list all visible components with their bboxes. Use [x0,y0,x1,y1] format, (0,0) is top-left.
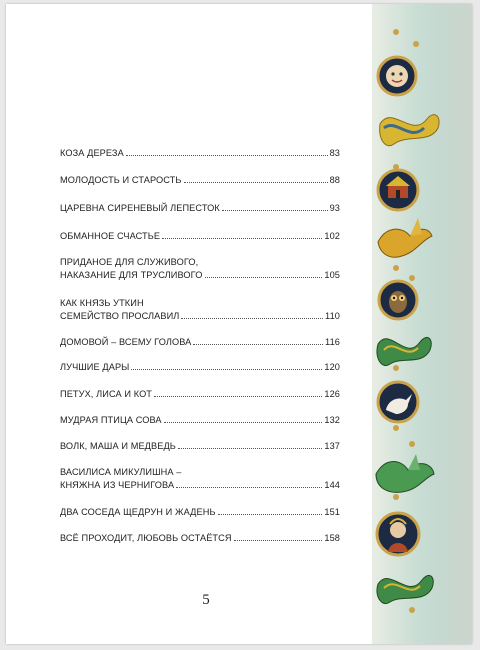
toc-title: ОБМАННОЕ СЧАСТЬЕ [60,231,161,241]
toc-line [60,297,340,310]
toc-title: КНЯЖНА ИЗ ЧЕРНИГОВА [60,480,175,490]
bead-ornament [393,365,399,371]
toc-entry[interactable] [60,466,340,492]
bead-ornament [393,265,399,271]
toc-line [60,202,340,215]
toc-line [60,147,340,160]
toc-title: ВАСИЛИСА МИКУЛИШНА – [60,467,182,477]
church-medallion [378,170,418,210]
toc-entry[interactable] [60,297,340,323]
toc-page-number: 105 [324,270,340,280]
toc-page-number: 110 [325,311,340,321]
toc-page-number: 116 [325,337,340,347]
toc-leader-dots [181,318,323,319]
toc-entry[interactable] [60,361,340,374]
toc-title: НАКАЗАНИЕ ДЛЯ ТРУСЛИВОГО [60,270,203,280]
bead-ornament [409,441,415,447]
toc-title: ВСЁ ПРОХОДИТ, ЛЮБОВЬ ОСТАЁТСЯ [60,533,232,543]
bead-ornament [409,275,415,281]
toc-title: МОЛОДОСТЬ И СТАРОСТЬ [60,175,182,185]
toc-title: ЦАРЕВНА СИРЕНЕВЫЙ ЛЕПЕСТОК [60,203,220,213]
toc-title: КОЗА ДЕРЕЗА [60,148,124,158]
toc-line [60,532,340,545]
toc-title: ДВА СОСЕДА ЩЕДРУН И ЖАДЕНЬ [60,507,216,517]
green-serpent [376,454,434,492]
toc-page-number: 83 [329,148,340,158]
toc-leader-dots [126,155,328,156]
decorative-border [372,4,472,644]
toc-page-number: 93 [329,203,340,213]
toc-line [60,479,340,492]
toc-line [60,388,340,401]
toc-line [60,361,340,374]
toc-leader-dots [131,369,322,370]
toc-entry[interactable] [60,414,340,427]
toc-leader-dots [164,422,323,423]
toc-title: КАК КНЯЗЬ УТКИН [60,298,144,308]
toc-page-number: 102 [324,231,340,241]
toc-leader-dots [193,344,323,345]
toc-page-number: 88 [329,175,340,185]
toc-line [60,440,340,453]
bead-ornament [393,425,399,431]
princess-medallion [377,513,419,555]
toc-entry[interactable] [60,174,340,187]
toc-entry[interactable] [60,440,340,453]
bead-ornament [393,29,399,35]
bead-ornament [413,41,419,47]
sun-face-medallion [378,57,416,95]
bead-ornament [393,494,399,500]
toc-title: ДОМОВОЙ – ВСЕМУ ГОЛОВА [60,337,192,347]
owl-medallion [379,281,417,319]
toc-entry[interactable] [60,147,340,160]
toc-entry[interactable] [60,532,340,545]
toc-title: ПЕТУХ, ЛИСА И КОТ [60,389,153,399]
toc-title: ПРИДАНОЕ ДЛЯ СЛУЖИВОГО, [60,257,199,267]
toc-leader-dots [162,238,322,239]
bead-ornament [409,607,415,613]
toc-title: СЕМЕЙСТВО ПРОСЛАВИЛ [60,311,180,321]
toc-leader-dots [218,514,323,515]
toc-title: МУДРАЯ ПТИЦА СОВА [60,415,162,425]
green-dragon-lower [377,575,433,603]
toc-line [60,506,340,519]
toc-page-number: 126 [324,389,340,399]
toc-page-number: 158 [324,533,340,543]
toc-title: ВОЛК, МАША И МЕДВЕДЬ [60,441,176,451]
toc-entry[interactable] [60,336,340,349]
toc-leader-dots [176,487,322,488]
border-illustration [372,4,472,644]
toc-line [60,336,340,349]
toc-entry[interactable] [60,388,340,401]
golden-dragon [378,218,432,257]
toc-line [60,230,340,243]
toc-entry[interactable] [60,256,340,282]
toc-leader-dots [222,210,328,211]
toc-line [60,256,340,269]
toc-page-number: 151 [324,507,340,517]
toc-page-number: 120 [324,362,340,372]
toc-leader-dots [205,277,323,278]
yellow-dragon [380,115,439,146]
toc-line [60,466,340,479]
toc-leader-dots [234,540,323,541]
page-number: 5 [202,592,210,608]
toc-page-number: 137 [324,441,340,451]
toc-line [60,174,340,187]
toc-line [60,310,340,323]
toc-line [60,269,340,282]
book-page [6,4,472,644]
toc-page-number: 144 [324,480,340,490]
toc-leader-dots [184,182,328,183]
toc-title: ЛУЧШИЕ ДАРЫ [60,362,130,372]
green-dragon [377,337,431,365]
toc-entry[interactable] [60,230,340,243]
toc-entry[interactable] [60,202,340,215]
toc-entry[interactable] [60,506,340,519]
toc-leader-dots [154,396,322,397]
unicorn-medallion [378,382,418,422]
toc-leader-dots [178,448,322,449]
toc-line [60,414,340,427]
toc-page-number: 132 [324,415,340,425]
